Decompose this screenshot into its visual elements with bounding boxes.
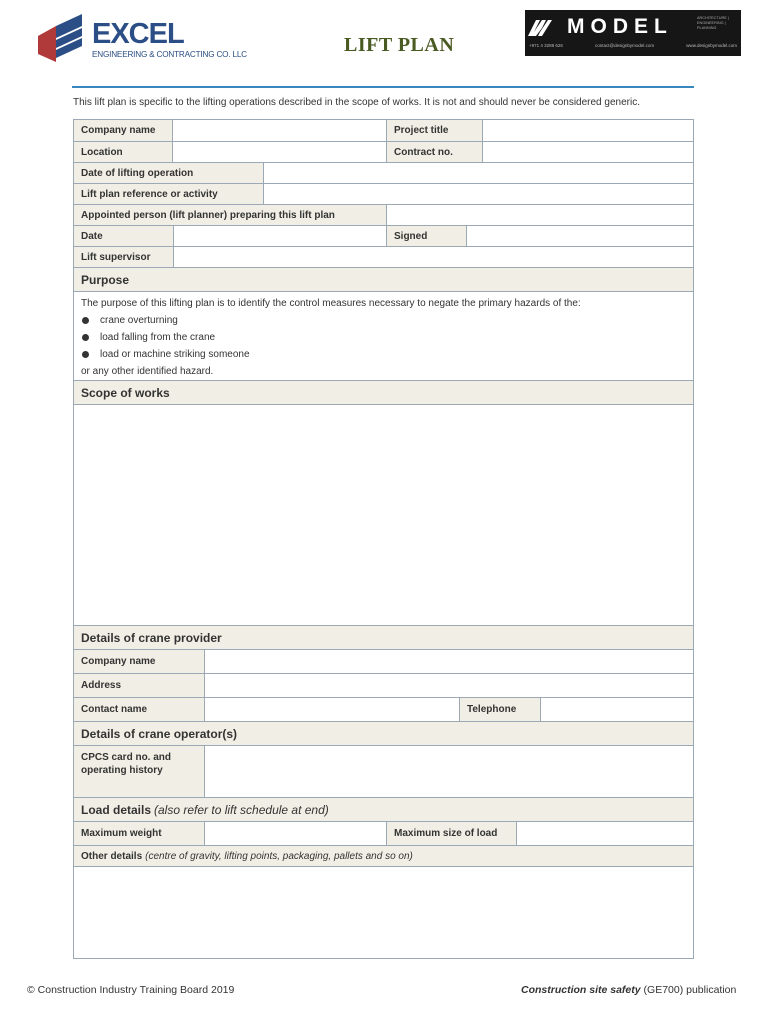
contract-no-label: Contract no. (386, 142, 482, 162)
load-heading-cell (74, 798, 693, 821)
scope-of-works-field[interactable] (74, 405, 693, 625)
appointed-person-label: Appointed person (lift planner) preparing this lift plan (74, 205, 386, 225)
row-provider-address (74, 673, 693, 697)
crane-provider-heading: Details of crane provider (74, 626, 693, 649)
row-cpcs (74, 745, 693, 797)
bullet-icon (82, 351, 89, 358)
model-wordmark: MODEL (567, 15, 673, 38)
row-lift-supervisor (74, 246, 693, 267)
scope-section (74, 404, 693, 625)
row-appointed-person (74, 204, 693, 225)
max-size-field[interactable] (516, 822, 693, 845)
purpose-header (74, 267, 693, 291)
model-website: www.designbymodel.com (686, 43, 737, 48)
max-weight-label: Maximum weight (74, 822, 204, 845)
row-lift-plan-ref (74, 183, 693, 204)
contract-no-field[interactable] (482, 142, 693, 162)
provider-contact-field[interactable] (204, 698, 459, 721)
page-title: LIFT PLAN (344, 34, 455, 56)
excel-logo (36, 14, 266, 66)
location-field[interactable] (172, 142, 386, 162)
signed-label: Signed (386, 226, 466, 246)
row-provider-company (74, 649, 693, 673)
excel-subtitle: ENGINEERING & CONTRACTING CO. LLC (92, 50, 247, 59)
provider-address-field[interactable] (204, 674, 693, 697)
load-heading-note: (also refer to lift schedule at end) (154, 802, 329, 817)
provider-company-label: Company name (74, 650, 204, 673)
lift-plan-ref-field[interactable] (263, 184, 693, 204)
load-header (74, 797, 693, 821)
appointed-person-field[interactable] (386, 205, 693, 225)
row-load-weight-size (74, 821, 693, 845)
other-details-note: (centre of gravity, lifting points, packaging, pallets and so on) (145, 850, 413, 862)
purpose-heading: Purpose (74, 268, 693, 291)
footer-publication (521, 984, 736, 996)
footer-publication-code: (GE700) publication (643, 984, 737, 996)
row-date-signed (74, 225, 693, 246)
purpose-outro: or any other identified hazard. (81, 366, 214, 377)
lift-supervisor-label: Lift supervisor (74, 247, 173, 267)
header-divider (72, 86, 694, 88)
purpose-bullet: load falling from the crane (81, 329, 581, 346)
provider-address-label: Address (74, 674, 204, 697)
model-tagline: ARCHITECTURE | ENGINEERING | PLANNING (697, 16, 729, 30)
bullet-icon (82, 334, 89, 341)
other-details-cell (74, 846, 693, 866)
signed-field[interactable] (466, 226, 693, 246)
date-label: Date (74, 226, 173, 246)
other-details-section (74, 866, 693, 958)
max-weight-field[interactable] (204, 822, 386, 845)
project-title-field[interactable] (482, 120, 693, 141)
other-details-field[interactable] (74, 867, 693, 958)
purpose-bullet: load or machine striking someone (81, 346, 581, 363)
footer-publication-title: Construction site safety (521, 984, 641, 996)
date-field[interactable] (173, 226, 386, 246)
scope-header (74, 380, 693, 404)
row-date-of-lifting (74, 162, 693, 183)
company-name-field[interactable] (172, 120, 386, 141)
purpose-section (74, 291, 693, 380)
crane-operator-header (74, 721, 693, 745)
load-heading: Load details (81, 802, 152, 817)
other-details-label: Other details (81, 850, 143, 862)
excel-wordmark: EXCEL (92, 18, 184, 50)
purpose-intro: The purpose of this lifting plan is to identify the control measures necessary to negate the primary hazards of the: (81, 298, 581, 309)
cpcs-label: CPCS card no. and operating history (74, 746, 204, 797)
max-size-label: Maximum size of load (386, 822, 516, 845)
crane-provider-header (74, 625, 693, 649)
other-details-header (74, 845, 693, 866)
location-label: Location (74, 142, 172, 162)
model-contacts (529, 43, 737, 48)
model-phone: +971 4 3288 626 (529, 43, 563, 48)
crane-operator-heading: Details of crane operator(s) (74, 722, 693, 745)
scope-heading: Scope of works (74, 381, 693, 404)
excel-emblem-icon (36, 14, 88, 66)
bullet-icon (82, 317, 89, 324)
lift-plan-ref-label: Lift plan reference or activity (74, 184, 263, 204)
footer-copyright: © Construction Industry Training Board 2019 (27, 984, 235, 996)
date-of-lifting-label: Date of lifting operation (74, 163, 263, 183)
row-provider-contact (74, 697, 693, 721)
lift-supervisor-field[interactable] (173, 247, 693, 267)
provider-telephone-label: Telephone (459, 698, 540, 721)
model-email: contact@designbymodel.com (595, 43, 655, 48)
purpose-body (74, 292, 588, 380)
provider-telephone-field[interactable] (540, 698, 693, 721)
provider-contact-label: Contact name (74, 698, 204, 721)
project-title-label: Project title (386, 120, 482, 141)
intro-text: This lift plan is specific to the lifting operations described in the scope of works. It is not and should never be considered generic. (73, 97, 640, 108)
provider-company-field[interactable] (204, 650, 693, 673)
row-company-project (74, 120, 693, 141)
date-of-lifting-field[interactable] (263, 163, 693, 183)
lift-plan-form (73, 119, 694, 959)
purpose-bullet: crane overturning (81, 312, 581, 329)
model-emblem-icon (528, 16, 564, 40)
row-location-contract (74, 141, 693, 162)
model-logo (525, 10, 741, 56)
cpcs-field[interactable] (204, 746, 693, 797)
company-name-label: Company name (74, 120, 172, 141)
